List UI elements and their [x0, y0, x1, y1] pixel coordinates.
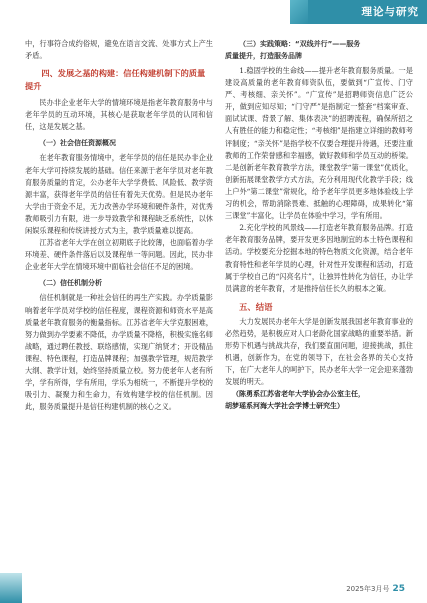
section-heading-4: 四、发展之基的构建：信任构建机制下的质量提升 — [25, 68, 206, 92]
paragraph: 中，行事符合成约俗规，避免在语言交流、处事方式上产生矛盾。 — [25, 39, 213, 61]
subheading-3: （三）实践策略：“双线并行”——服务 — [239, 40, 361, 48]
author-note-line1: （陈勇系江苏省老年大学协会办公室主任， — [232, 390, 365, 399]
left-column — [25, 38, 213, 413]
paragraph: 2.充化学校的风景线——打造老年教育服务品牌。打造老年教育服务品牌，要开发更多因地制宜的本土特色课程和活动。学校要充分挖掘本地的特色物质文化资源，结合老年教育特性和老年学员的心理，针对性开发课程和活动，打造属于学校自己的“闪亮名片”，让独异性转化为信任，办让学员满意的老年教育，才是推持信任长久的根本之策。 — [225, 223, 413, 293]
subheading-3-cont: 质量提升，打造服务品牌 — [225, 52, 302, 60]
header-decoration — [290, 0, 308, 24]
subheading-1: （一）社会信任资源概况 — [39, 139, 116, 148]
paragraph: 在老年教育服务情境中，老年学员的信任是民办非企业老年大学可持续发展的基础。信任来源于老年学员对老年教育服务质量的肯定，公办老年大学学费低、风险低、教学资源丰富，获得老年学员的信任有着先天优势。但是民办老年大学由于资金不足，无力改善办学环境和硬件条件，对优秀教师吸引力有限，进一步导致教学和课程缺乏系统性，以休闲娱乐课程和传统讲授方式为主，教学质量难以提高。 — [25, 153, 213, 236]
corner-decoration — [0, 573, 22, 603]
subheading-2: （二）信任机制分析 — [39, 279, 102, 288]
right-column — [225, 38, 413, 412]
paragraph: 民办非企业老年大学的情境环境是指老年教育服务中与老年学员的互动环境，其核心是获取老年学员的认同和信任，这是发展之基。 — [25, 98, 213, 132]
issue-date: 2025年3月号 — [346, 585, 390, 593]
column-title: 理论与研究 — [361, 6, 419, 18]
section-header-bar — [290, 0, 427, 24]
section-heading-5: 五、结语 — [239, 301, 273, 312]
paragraph: 江苏省老年大学在创立初期底子比较薄，也面临着办学环境差、硬件条件落后以及课程单一等问题。因此，民办非企业老年大学在情境环境中面临社会信任不足的困境。 — [25, 238, 213, 272]
paragraph: 信任机制就是一种社会信任的再生产实践。办学质量影响着老年学员对学校的信任程度，课程资源和师资水平是高质量老年教育服务的衡量指标。江苏省老年大学克服困难，努力做到办学要素不降低，办学质量不降格，积极实施名师战略，通过聘任教授、联络感情，实现广纳贤才；开设精品课程、特色课程，打造品牌课程；加强教学管理，规范教学大纲、教学计划，始终坚持质量立校。努力使老年人老有所学，学有所得，学有所用，学乐为相统一，不断提升学校的吸引力、凝聚力和生命力，有效构建学校的信任机制。因此，服务质量提升是信任构建机制的核心之义。 — [25, 293, 213, 412]
paragraph: 1.稳固学校的生命线——提升老年教育服务质量。一是建设高质量的老年教育师资队伍，要做到“广宣传、门守严、考核细、亲关怀”。“广宣传”是招聘师资信息广泛公开，做到应知尽知；“门守严”是指制定一整套“档案审查、面试试课、背景了解、集体表决”的招聘流程，确保所招之人有胜任的能力和稳定性；“考核细”是指建立详细的教师考评制度；“亲关怀”是指学校不仅要合理提升待遇，还要注重教师的工作荣誉感和幸福感，做好教师和学员互动的桥梁。二是创新老年教育教学方法，课堂教学“第一课堂”优质化，创新拓展课堂教学方式方法，充分利用现代化教学手段；线上户外“第二课堂”常规化，给予老年学员更多地体验线上学习的机会，帮助消除畏难、抵触的心理障碍，成果转化“第三课堂”丰富化，让学员在体验中学习，学有所用。 — [225, 66, 413, 221]
paragraph: 大力发展民办老年大学是创新发展我国老年教育事业的必然趋势，是积极应对人口老龄化国家战略的重要举措。新形势下机遇与挑战共存，我们要直面问题，迎接挑战，抓住机遇，创新作为，在党的领导下，在社会各界的关心支持下，在广大老年人的呵护下，民办老年大学一定会迎来蓬勃发展的明天。 — [225, 316, 413, 387]
page-number: 25 — [392, 584, 405, 594]
author-note-line2: 胡梦瑶系河海大学社会学博士研究生） — [225, 402, 344, 411]
page-footer — [346, 584, 405, 594]
